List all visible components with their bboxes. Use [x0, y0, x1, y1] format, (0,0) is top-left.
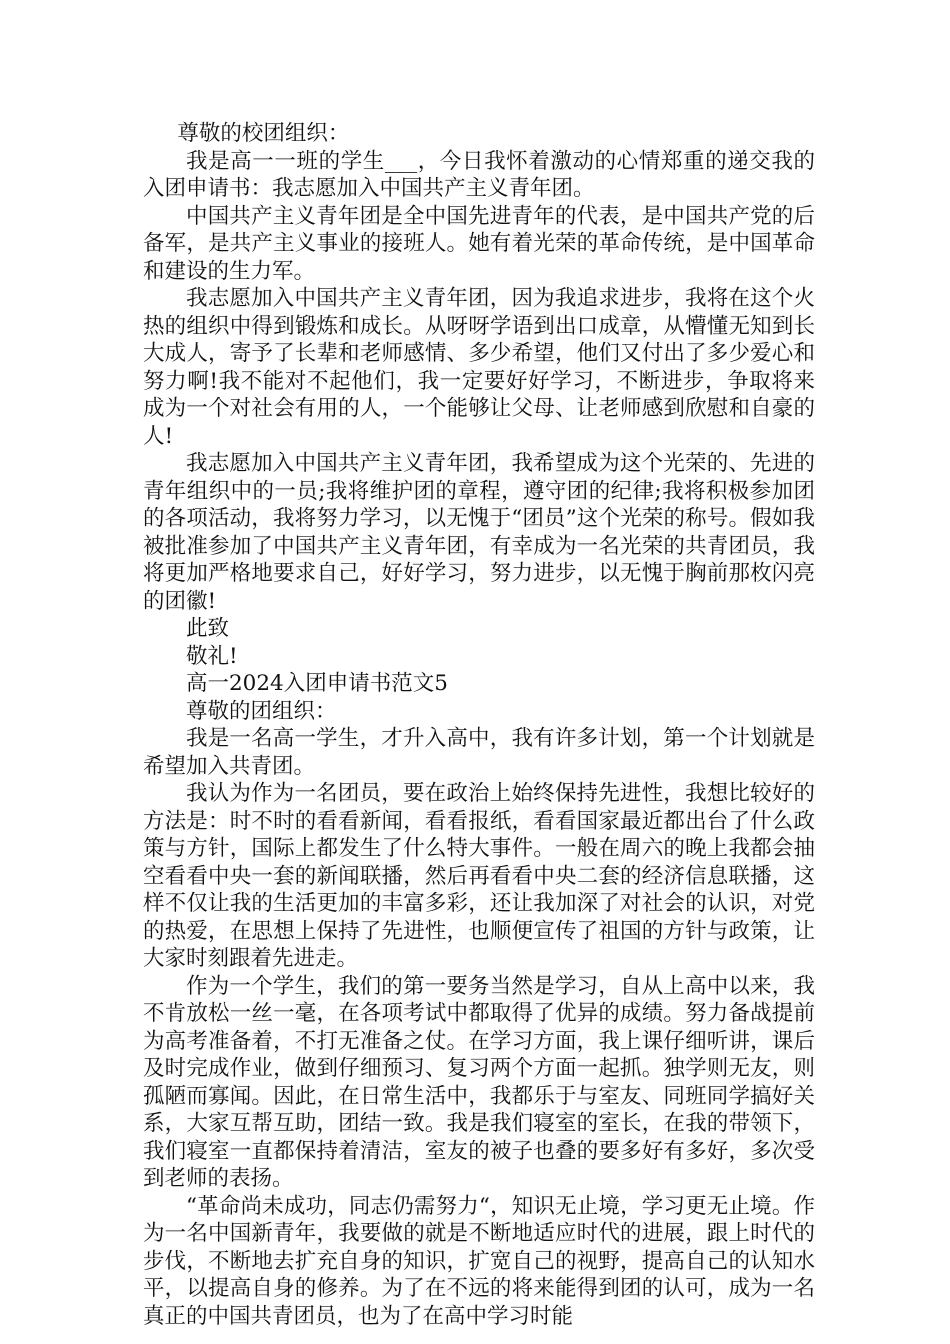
closing-line: 敬礼! [186, 643, 238, 669]
section-title: 高一2024入团申请书范文5 [186, 671, 448, 696]
paragraph: 中国共产主义青年团是全中国先进青年的代表，是中国共产党的后备军，是共产主义事业的接班人。她有着光荣的革命传统，是中国革命和建设的生力军。 [143, 203, 815, 284]
closing-line: 此致 [186, 616, 230, 641]
paragraph: 我认为作为一名团员，要在政治上始终保持先进性，我想比较好的方法是：时不时的看看新闻，看看报纸，看看国家最近都出台了什么政策与方针，国际上都发生了什么特大事件。一般在周六的晚上我都会抽空看看中央一套的新闻联播，然后再看看中央二套的经济信息联播，这样不仅让我的生活更加的丰富多彩，还让我加深了对社会的认识，对党的热爱，在思想上保持了先进性，也顺便宣传了祖国的方针与政策，让大家时刻跟着先进走。 [143, 781, 815, 971]
paragraph: 我是一名高一学生，才升入高中，我有许多计划，第一个计划就是希望加入共青团。 [143, 726, 815, 779]
paragraph: 我是高一一班的学生___，今日我怀着激动的心情郑重的递交我的入团申请书：我志愿加入中国共产主义青年团。 [143, 148, 815, 201]
salutation: 尊敬的校团组织： [177, 121, 350, 146]
document-page [143, 120, 815, 1330]
paragraph: 作为一个学生，我们的第一要务当然是学习，自从上高中以来，我不肯放松一丝一毫，在各项考试中都取得了优异的成绩。努力备战提前为高考准备着，不打无准备之仗。在学习方面，我上课仔细听讲，课后及时完成作业，做到仔细预习、复习两个方面一起抓。独学则无友，则孤陋而寡闻。因此，在日常生活中，我都乐于与室友、同班同学搞好关系，大家互帮互助，团结一致。我是我们寝室的室长，在我的带领下，我们寝室一直都保持着清洁，室友的被子也叠的要多好有多好，多次受到老师的表扬。 [143, 973, 815, 1191]
paragraph: 我志愿加入中国共产主义青年团，我希望成为这个光荣的、先进的青年组织中的一员;我将维护团的章程，遵守团的纪律;我将积极参加团的各项活动，我将努力学习，以无愧于“团员”这个光荣的称号。假如我被批准参加了中国共产主义青年团，有幸成为一名光荣的共青团员，我将更加严格地要求自己，好好学习，努力进步，以无愧于胸前那枚闪亮的团徽! [143, 451, 815, 614]
paragraph: 我志愿加入中国共产主义青年团，因为我追求进步，我将在这个火热的组织中得到锻炼和成长。从呀呀学语到出口成章，从懵懂无知到长大成人，寄予了长辈和老师感情、多少希望，他们又付出了多少爱心和努力啊!我不能对不起他们，我一定要好好学习，不断进步，争取将来成为一个对社会有用的人，一个能够让父母、让老师感到欣慰和自豪的人! [143, 286, 815, 449]
paragraph: “革命尚未成功，同志仍需努力“，知识无止境，学习更无止境。作为一名中国新青年，我要做的就是不断地适应时代的进展，跟上时代的步伐，不断地去扩充自身的知识，扩宽自己的视野，提高自己的认知水平，以提高自身的修养。为了在不远的将来能得到团的认可，成为一名真正的中国共青团员，也为了在高中学习时能 [143, 1193, 815, 1329]
salutation: 尊敬的团组织： [186, 698, 337, 724]
